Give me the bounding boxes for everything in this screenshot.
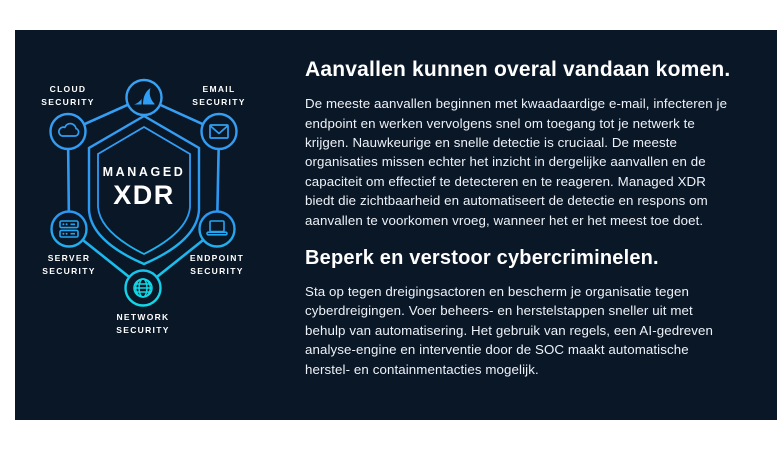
section-attacks-heading: Aanvallen kunnen overal vandaan komen. — [305, 58, 731, 81]
network-security-label: NETWORK SECURITY — [116, 312, 170, 336]
email-security-label: EMAIL SECURITY — [192, 84, 246, 108]
section-attacks-body: De meeste aanvallen beginnen met kwaadaardige e-mail, infecteren je endpoint en werken vervolgens snel om toegang tot je netwerk te krijgen. Nauwkeurige en snelle detectie is cruciaal. De meeste organisaties missen echter het inzicht in dergelijke aanvallen en de capaciteit om effectief te detecteren en te reageren. Managed XDR biedt die zichtbaarheid en automatiseert de detectie en respons om aanvallen te voorkomen vroeg, wanneer het er het meest toe doet. — [305, 96, 728, 228]
shield-title-xdr: XDR — [113, 180, 175, 210]
node-email — [202, 114, 237, 149]
section-cybercriminals — [305, 246, 733, 379]
managed-xdr-diagram — [33, 70, 293, 370]
endpoint-security-label: ENDPOINT SECURITY — [189, 253, 245, 277]
section-cybercriminals-heading: Beperk en verstoor cybercriminelen. — [305, 247, 659, 270]
shield-title — [84, 165, 204, 211]
cloud-security-label: CLOUD SECURITY — [41, 84, 95, 108]
section-cybercriminals-body: Sta op tegen dreigingsactoren en bescherm je organisatie tegen cyberdreigingen. Voer beheers- en herstelstappen sneller uit met behulp van automatisering. Het gebruik van regels, een AI-gedreven analyse-engine en interventie door de SOC maakt automatische herstel- en containmentacties mogelijk. — [305, 284, 713, 377]
text-content — [305, 57, 733, 379]
shield-title-managed: MANAGED — [102, 165, 186, 179]
hero-panel — [15, 30, 777, 420]
node-cloud — [51, 114, 86, 149]
node-server — [52, 212, 87, 247]
server-security-label: SERVER SECURITY — [42, 253, 96, 277]
section-attacks — [305, 57, 733, 230]
node-endpoint — [200, 212, 235, 247]
